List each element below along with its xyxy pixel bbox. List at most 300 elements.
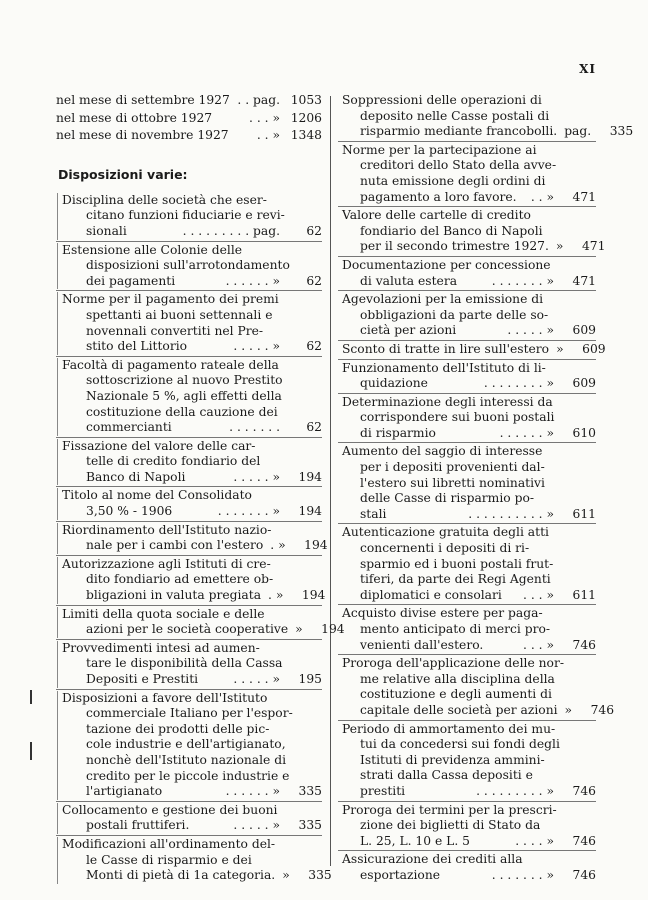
entry-text: costituzione della cauzione dei [86, 404, 278, 419]
entry-line [62, 572, 322, 588]
entry-text: Sconto di tratte in lire sull'estero [342, 341, 550, 356]
entry-last-line [62, 588, 326, 604]
page-ref: 746 [572, 783, 596, 798]
entry-last-line [62, 504, 322, 520]
entry-line [342, 622, 596, 638]
dot-leader: » [564, 702, 573, 717]
page-ref: 1053 [290, 93, 322, 107]
entry-line [62, 803, 322, 819]
entry-line [342, 174, 596, 190]
entry-line [62, 193, 322, 209]
entry-text: commerciale Italiano per l'espor- [86, 706, 293, 721]
entry-last-line [62, 339, 322, 355]
dot-leader: . . . . . » [233, 818, 280, 833]
entry-text: l'artigianato [86, 784, 163, 799]
entry-line [62, 722, 322, 738]
entry-text: Documentazione per concessione [342, 257, 551, 272]
dot-leader: » [555, 239, 564, 254]
index-entry [338, 442, 596, 523]
entry-line [56, 111, 322, 127]
entry-text: stali [360, 506, 387, 521]
index-entry [338, 720, 596, 801]
entry-line [62, 488, 322, 504]
index-entry [56, 801, 322, 835]
entry-last-line [342, 124, 634, 140]
dot-leader: » [295, 622, 303, 637]
page-ref: 1206 [290, 110, 322, 125]
page-ref: 195 [298, 672, 322, 686]
entry-body [57, 358, 322, 436]
dot-leader: . . . » [249, 110, 280, 125]
entry-last-line [62, 784, 322, 800]
entry-text: dei pagamenti [86, 273, 176, 288]
entry-text: sottoscrizione al nuovo Prestito [86, 373, 283, 388]
entry-line [342, 224, 596, 240]
entry-text: Aumento del saggio di interesse [342, 444, 543, 459]
entry-line [342, 672, 596, 688]
entry-body [57, 691, 322, 800]
dot-leader: . . . . . » [233, 339, 280, 354]
entry-line [342, 208, 596, 224]
entry-last-line [62, 818, 322, 834]
entry-line [62, 607, 322, 623]
entry-body [342, 143, 596, 205]
entry-line [342, 361, 596, 377]
dot-leader: . . pag. [237, 93, 280, 107]
entry-line [62, 769, 322, 785]
entry-text: Funzionamento dell'Istituto di li- [342, 360, 546, 375]
entry-line [342, 491, 596, 507]
entry-line [342, 444, 596, 460]
index-entry [338, 393, 596, 443]
entry-line [62, 208, 322, 224]
entry-text: disposizioni sull'arrotondamento [86, 258, 290, 273]
entry-body [57, 439, 322, 486]
entry-text: commercianti [86, 420, 172, 435]
entry-last-line [342, 323, 596, 339]
page-ref: 610 [572, 425, 596, 440]
entry-text: Limiti della quota sociale e delle [62, 606, 265, 621]
entry-last-line [62, 672, 322, 688]
entry-text: Banco di Napoli [86, 469, 186, 484]
entry-body [57, 641, 322, 688]
entry-last-line [342, 341, 606, 358]
entry-text: creditori dello Stato della avve- [360, 158, 557, 173]
index-entry [56, 290, 322, 355]
entry-text: tare le disponibilità della Cassa [86, 656, 283, 671]
entry-body [342, 606, 596, 653]
entry-text: Proroga dell'applicazione delle nor- [342, 656, 564, 671]
dot-leader: . . . » [523, 587, 554, 602]
entry-text: Autenticazione gratuita degli atti [342, 525, 549, 540]
entry-last-line [62, 224, 322, 240]
entry-line [62, 753, 322, 769]
entry-text: Modificazioni all'ordinamento del- [62, 836, 276, 851]
entry-text: telle di credito fondiario del [86, 454, 261, 469]
dot-leader: . . . . . . . [229, 420, 280, 435]
entry-body [57, 803, 322, 834]
entry-text: Titolo al nome del Consolidato [62, 488, 252, 503]
entry-text: cole industrie e dell'artigianato, [86, 737, 286, 752]
entry-body [342, 852, 596, 883]
entry-text: costituzione e degli aumenti di [360, 687, 552, 702]
entry-text: Determinazione degli interessi da [342, 394, 553, 409]
entry-text: obbligazioni da parte delle so- [360, 307, 549, 322]
entry-text: stito del Littorio [86, 339, 188, 354]
entry-line [62, 258, 322, 274]
entry-line [62, 324, 322, 340]
entry-body [342, 361, 596, 392]
entry-text: strati dalla Cassa depositi e [360, 768, 533, 783]
entry-line [62, 641, 322, 657]
page-ref: 609 [572, 376, 596, 391]
dot-leader: . . . . . . . » [491, 273, 554, 288]
index-entry [56, 192, 322, 241]
dot-leader: » [556, 341, 564, 356]
entry-last-line [342, 507, 596, 523]
dot-leader: . . . . . . » [499, 425, 554, 440]
page-ref: 62 [306, 273, 322, 288]
dot-leader: . . . . » [515, 833, 554, 848]
entry-text: novennali convertiti nel Pre- [86, 323, 264, 338]
entry-text: tui da concedersi sui fondi degli [360, 737, 560, 752]
page-ref: 335 [298, 784, 322, 799]
entry-text: capitale delle società per azioni [360, 702, 558, 717]
entry-line [342, 803, 596, 819]
index-entry [56, 555, 326, 605]
index-entry [56, 437, 322, 487]
entry-line [342, 557, 596, 573]
page-ref: 194 [301, 588, 326, 603]
entry-body [342, 258, 596, 289]
disposizioni-list [56, 192, 345, 885]
entry-text: di risparmio [360, 425, 436, 440]
entry-last-line [342, 376, 596, 392]
dot-leader: . . . . . . . . » [483, 376, 554, 391]
entry-text: Provvedimenti intesi ad aumen- [62, 640, 260, 655]
entry-text: tazione dei prodotti delle pic- [86, 721, 270, 736]
entry-text: zione dei biglietti di Stato da [360, 818, 541, 833]
entry-text: postali fruttiferi. [86, 818, 190, 833]
entry-line [342, 541, 596, 557]
entry-line [62, 656, 322, 672]
entry-body [342, 341, 606, 358]
entry-body [57, 556, 326, 604]
entry-line [342, 143, 596, 159]
index-entry [338, 523, 596, 604]
dot-leader: . . . . . . » [225, 784, 280, 799]
right-index-list [338, 92, 634, 885]
entry-body [342, 525, 596, 603]
entry-text: Estensione alle Colonie delle [62, 242, 243, 257]
entry-body [57, 606, 345, 638]
entry-text: Valore delle cartelle di credito [342, 208, 531, 223]
dot-leader: . . . . . » [233, 469, 280, 484]
entry-body [57, 193, 322, 240]
entry-text: Collocamento e gestione dei buoni [62, 802, 278, 817]
page-ref: 611 [572, 506, 596, 521]
entry-body [57, 488, 322, 519]
entry-line [342, 109, 596, 125]
dot-leader: . . . . . . . » [217, 504, 280, 519]
section-heading: Disposizioni varie: [58, 166, 188, 182]
page-ref: 746 [572, 833, 596, 848]
dot-leader: . . . . . . . . . » [476, 783, 554, 798]
page-ref: 471 [581, 239, 606, 254]
entry-last-line [342, 190, 596, 206]
index-entry [338, 801, 596, 851]
entry-line [342, 395, 596, 411]
entry-text: mento anticipato di merci pro- [360, 622, 551, 636]
entry-body [342, 444, 596, 522]
entry-last-line [342, 702, 615, 719]
entry-body [342, 208, 606, 255]
entry-line [342, 687, 596, 703]
entry-text: Monti di pietà di 1a categoria. [86, 868, 276, 883]
entry-text: nuta emissione degli ordini di [360, 173, 546, 188]
entry-line [62, 405, 322, 421]
monthly-list [56, 92, 322, 145]
entry-text: le Casse di risparmio e dei [86, 852, 252, 867]
entry-line [342, 656, 596, 672]
entry-line [342, 606, 596, 622]
entry-text: Norme per il pagamento dei premi [62, 292, 279, 307]
dot-leader: . . » [530, 189, 554, 204]
page-ref: 62 [306, 223, 322, 238]
index-entry [56, 241, 322, 291]
entry-last-line [342, 239, 606, 255]
entry-body [57, 292, 322, 354]
entry-text: sparmio ed i buoni postali frut- [360, 556, 554, 571]
entry-line [62, 691, 322, 707]
entry-body [342, 93, 634, 140]
entry-body [342, 395, 596, 442]
entry-text: nale per i cambi con l'estero [86, 538, 264, 553]
index-entry [56, 521, 328, 555]
entry-text: Fissazione del valore delle car- [62, 438, 256, 453]
entry-text: Agevolazioni per la emissione di [342, 292, 544, 307]
index-entry [338, 256, 596, 290]
page-ref: 746 [572, 637, 596, 652]
entry-last-line [342, 868, 596, 884]
index-entry [338, 604, 596, 654]
entry-text: di valuta estera [360, 273, 458, 288]
entry-last-line [342, 274, 596, 290]
entry-body [342, 803, 596, 850]
entry-line [62, 292, 322, 308]
entry-text: Disciplina delle società che eser- [62, 192, 267, 207]
dot-leader: . . . . . . . » [491, 867, 554, 882]
dot-leader: . » [268, 588, 284, 603]
page-number: XI [579, 62, 596, 76]
entry-line [342, 722, 596, 738]
entry-line [342, 93, 596, 109]
entry-text: bligazioni in valuta pregiata [86, 588, 262, 603]
entry-text: venienti dall'estero. [360, 637, 484, 652]
dot-leader: pag. [564, 124, 592, 139]
right-column [338, 92, 634, 885]
entry-line [342, 308, 596, 324]
entry-text: prestiti [360, 783, 406, 798]
entry-text: nel mese di novembre 1927 [56, 128, 229, 143]
entry-line [62, 243, 322, 259]
entry-text: azioni per le società cooperative [86, 622, 289, 637]
entry-line [342, 737, 596, 753]
page-ref: 62 [306, 420, 322, 435]
entry-text: me relative alla disciplina della [360, 671, 555, 686]
margin-mark [30, 690, 32, 704]
entry-line [342, 158, 596, 174]
entry-text: corrispondere sui buoni postali [360, 410, 555, 425]
entry-text: sionali [86, 223, 127, 238]
entry-body [342, 656, 615, 718]
entry-line [62, 389, 322, 405]
entry-last-line [62, 868, 332, 884]
index-entry [338, 92, 634, 141]
entry-last-line [342, 784, 596, 800]
index-entry [338, 290, 596, 340]
page-ref: 746 [572, 867, 596, 882]
entry-line [62, 706, 322, 722]
entry-line [342, 818, 596, 834]
entry-text: l'estero sui libretti nominativi [360, 475, 545, 490]
entry-text: tiferi, da parte dei Regi Agenti [360, 572, 551, 587]
entry-text: Assicurazione dei crediti alla [342, 852, 523, 867]
entry-text: nonchè dell'Istituto nazionale di [86, 752, 287, 767]
entry-text: Riordinamento dell'Istituto nazio- [62, 522, 272, 537]
dot-leader: . . . . . . . . . . » [468, 506, 554, 521]
entry-text: per il secondo trimestre 1927. [360, 239, 549, 254]
index-entry [56, 92, 322, 110]
entry-text: spettanti ai buoni settennali e [86, 307, 273, 322]
entry-last-line [62, 470, 322, 486]
entry-last-line [342, 638, 596, 654]
index-entry [338, 654, 615, 719]
index-entry [56, 689, 322, 801]
entry-body [342, 722, 596, 800]
entry-line [342, 753, 596, 769]
entry-last-line [62, 274, 322, 290]
page-ref: 1348 [290, 128, 322, 143]
page-ref: 194 [321, 622, 345, 637]
entry-line [342, 292, 596, 308]
entry-line [62, 557, 322, 573]
index-entry [56, 110, 322, 128]
entry-last-line [342, 426, 596, 442]
entry-text: Norme per la partecipazione ai [342, 142, 537, 157]
entry-text: quidazione [360, 376, 428, 391]
entry-text: Autorizzazione agli Istituti di cre- [62, 556, 271, 571]
page-ref: 194 [298, 469, 322, 484]
left-column [56, 92, 345, 885]
page-ref: 471 [572, 273, 596, 288]
page-ref: 194 [298, 504, 322, 519]
dot-leader: . . . » [523, 637, 554, 652]
index-entry [56, 835, 332, 885]
entry-text: delle Casse di risparmio po- [360, 491, 534, 506]
index-entry [56, 486, 322, 520]
entry-text: risparmio mediante francobolli. [360, 124, 558, 139]
entry-text: citano funzioni fiduciarie e revi- [86, 208, 285, 223]
page-ref: 609 [572, 323, 596, 338]
dot-leader: . . . . . » [507, 323, 554, 338]
index-entry [56, 356, 322, 437]
entry-text: dito fondiario ad emettere ob- [86, 572, 274, 587]
index-entry [338, 340, 606, 359]
entry-line [56, 128, 322, 144]
index-entry [338, 206, 606, 256]
entry-body [57, 836, 332, 884]
entry-text: Facoltà di pagamento rateale della [62, 357, 279, 372]
index-entry [338, 141, 596, 206]
entry-line [342, 410, 596, 426]
entry-text: pagamento a loro favore. [360, 189, 517, 204]
entry-text: Proroga dei termini per la prescri- [342, 802, 557, 817]
page-ref: 611 [572, 587, 596, 602]
dot-leader: » [282, 868, 290, 883]
index-entry [338, 850, 596, 884]
entry-line [56, 93, 322, 109]
dot-leader: . . » [256, 128, 280, 143]
margin-mark [30, 742, 32, 760]
entry-last-line [62, 622, 345, 638]
index-entry [56, 127, 322, 145]
entry-line [62, 439, 322, 455]
dot-leader: . » [270, 538, 286, 553]
entry-text: Acquisto divise estere per paga- [342, 606, 543, 621]
entry-line [342, 258, 596, 274]
entry-text: nel mese di ottobre 1927 [56, 110, 213, 125]
index-entry [56, 605, 345, 639]
index-entry [56, 639, 322, 689]
entry-line [62, 308, 322, 324]
entry-line [62, 373, 322, 389]
entry-text: 3,50 % - 1906 [86, 504, 173, 519]
entry-text: L. 25, L. 10 e L. 5 [360, 833, 470, 848]
entry-text: Soppressioni delle operazioni di [342, 93, 542, 107]
entry-body [342, 292, 596, 339]
entry-last-line [62, 538, 328, 554]
entry-line [342, 476, 596, 492]
entry-text: Disposizioni a favore dell'Istituto [62, 690, 268, 705]
dot-leader: . . . . . » [233, 672, 280, 686]
column-divider [330, 96, 331, 866]
entry-text: nel mese di settembre 1927 [56, 93, 230, 107]
entry-last-line [342, 588, 596, 604]
entry-line [62, 837, 322, 853]
entry-line [342, 852, 596, 868]
entry-text: esportazione [360, 867, 441, 882]
entry-text: cietà per azioni [360, 323, 457, 338]
entry-line [62, 358, 322, 374]
page-ref: 335 [298, 818, 322, 833]
entry-text: diplomatici e consolari [360, 587, 502, 602]
entry-text: Nazionale 5 %, agli effetti della [86, 388, 282, 403]
entry-line [342, 768, 596, 784]
entry-line [62, 523, 322, 539]
dot-leader: . . . . . . . . . pag. [182, 223, 280, 238]
entry-line [342, 572, 596, 588]
entry-text: concernenti i depositi di ri- [360, 541, 530, 556]
entry-text: deposito nelle Casse postali di [360, 108, 550, 123]
entry-line [62, 737, 322, 753]
entry-text: Istituti di previdenza ammini- [360, 752, 545, 767]
entry-last-line [62, 420, 322, 436]
entry-line [62, 454, 322, 470]
index-entry [338, 359, 596, 393]
entry-text: fondiario del Banco di Napoli [360, 223, 543, 238]
page-ref: 194 [304, 538, 328, 553]
